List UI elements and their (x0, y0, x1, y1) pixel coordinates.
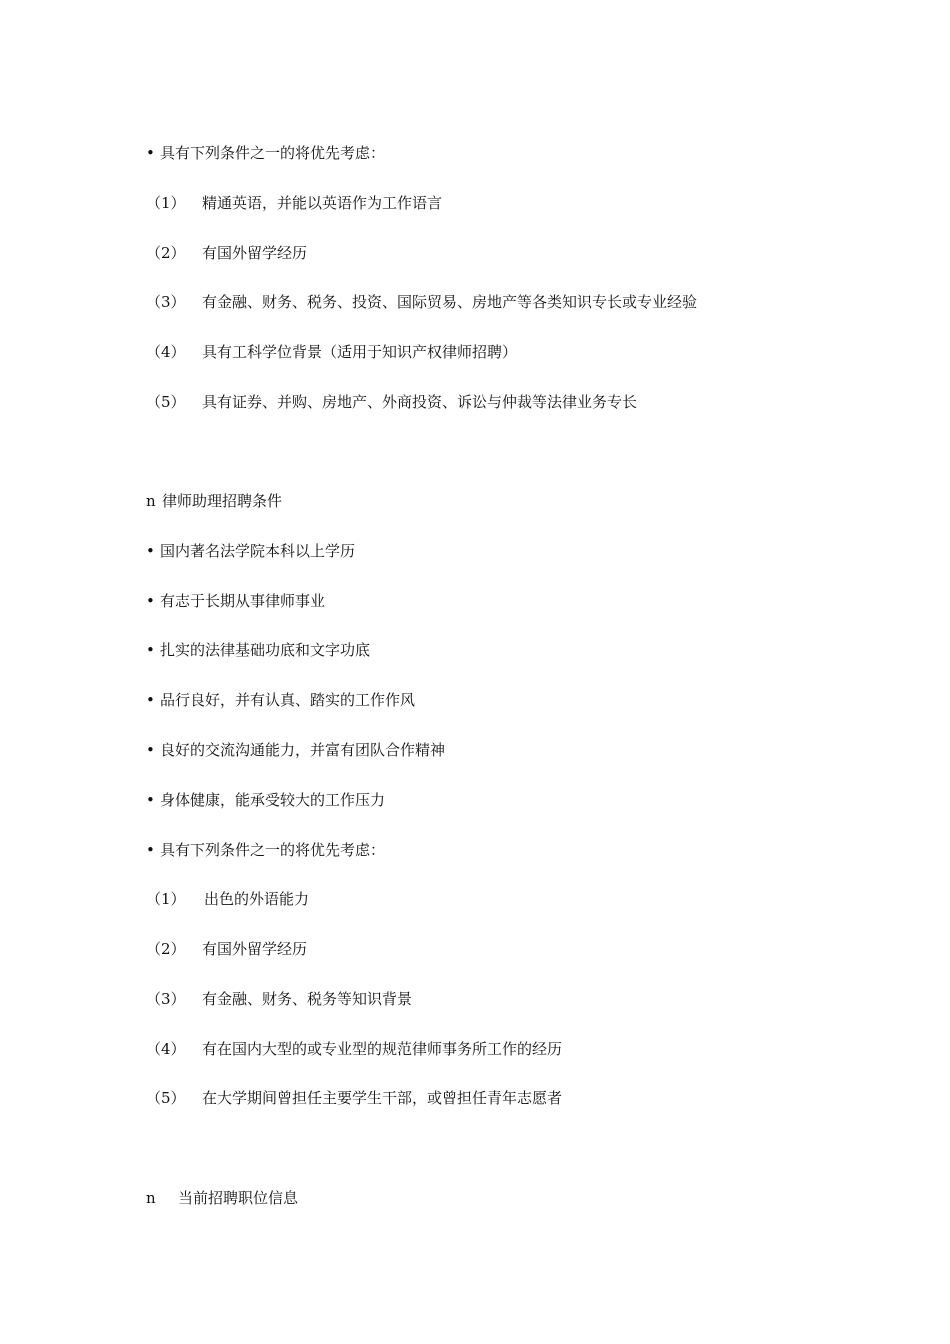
list-item-text: 有金融、财务、税务等知识背景 (202, 990, 413, 1008)
list-item-number: （3） (146, 990, 186, 1008)
priority-heading-text: 具有下列条件之一的将优先考虑： (160, 144, 386, 162)
list-item-number: （5） (146, 1089, 186, 1107)
bullet-item-text: 具有下列条件之一的将优先考虑： (160, 841, 386, 859)
list-item-text: 出色的外语能力 (204, 890, 310, 908)
bullet-icon: • (146, 641, 155, 659)
list-item-number: （1） (146, 194, 186, 212)
list-item-text: 具有证券、并购、房地产、外商投资、诉讼与仲裁等法律业务专长 (202, 393, 638, 411)
bullet-item-text: 有志于长期从事律师事业 (160, 592, 326, 610)
list-item (146, 392, 637, 412)
list-item-text: 在大学期间曾担任主要学生干部，或曾担任青年志愿者 (202, 1089, 563, 1107)
bullet-item (146, 591, 325, 611)
bullet-icon: • (146, 741, 155, 759)
priority-heading (146, 143, 385, 163)
bullet-item (146, 541, 355, 561)
bullet-item-text: 身体健康，能承受较大的工作压力 (160, 791, 386, 809)
list-item (146, 193, 442, 213)
bullet-item (146, 790, 385, 810)
section-heading-text: 当前招聘职位信息 (178, 1189, 299, 1207)
list-item-number: （4） (146, 343, 186, 361)
bullet-icon: • (146, 144, 155, 162)
bullet-icon: • (146, 791, 155, 809)
list-item-number: （1） (146, 890, 186, 908)
bullet-item (146, 690, 415, 710)
list-item (146, 1039, 562, 1059)
list-item-text: 有国外留学经历 (202, 940, 308, 958)
section-heading (146, 1188, 298, 1208)
bullet-icon: • (146, 691, 155, 709)
section-marker: n (146, 492, 156, 510)
bullet-icon: • (146, 592, 155, 610)
bullet-icon: • (146, 841, 155, 859)
list-item-number: （3） (146, 293, 186, 311)
list-item (146, 342, 517, 362)
bullet-item-text: 良好的交流沟通能力，并富有团队合作精神 (160, 741, 446, 759)
list-item-number: （2） (146, 940, 186, 958)
section-heading-text: 律师助理招聘条件 (162, 492, 283, 510)
list-item-text: 有在国内大型的或专业型的规范律师事务所工作的经历 (202, 1040, 563, 1058)
bullet-item-text: 扎实的法律基础功底和文字功底 (160, 641, 371, 659)
bullet-item-text: 国内著名法学院本科以上学历 (160, 542, 356, 560)
bullet-item-text: 品行良好，并有认真、踏实的工作作风 (160, 691, 416, 709)
list-item (146, 243, 307, 263)
bullet-icon: • (146, 542, 155, 560)
section-marker: n (146, 1189, 156, 1207)
section-heading (146, 491, 282, 511)
list-item-text: 精通英语，并能以英语作为工作语言 (202, 194, 443, 212)
list-item (146, 292, 697, 312)
list-item (146, 939, 307, 959)
list-item-text: 有国外留学经历 (202, 244, 308, 262)
list-item-number: （2） (146, 244, 186, 262)
list-item-text: 有金融、财务、税务、投资、国际贸易、房地产等各类知识专长或专业经验 (202, 293, 698, 311)
bullet-item (146, 840, 385, 860)
list-item (146, 889, 309, 909)
list-item-number: （4） (146, 1040, 186, 1058)
bullet-item (146, 740, 445, 760)
list-item (146, 989, 412, 1009)
list-item (146, 1088, 562, 1108)
bullet-item (146, 640, 370, 660)
list-item-number: （5） (146, 393, 186, 411)
list-item-text: 具有工科学位背景（适用于知识产权律师招聘） (202, 343, 518, 361)
